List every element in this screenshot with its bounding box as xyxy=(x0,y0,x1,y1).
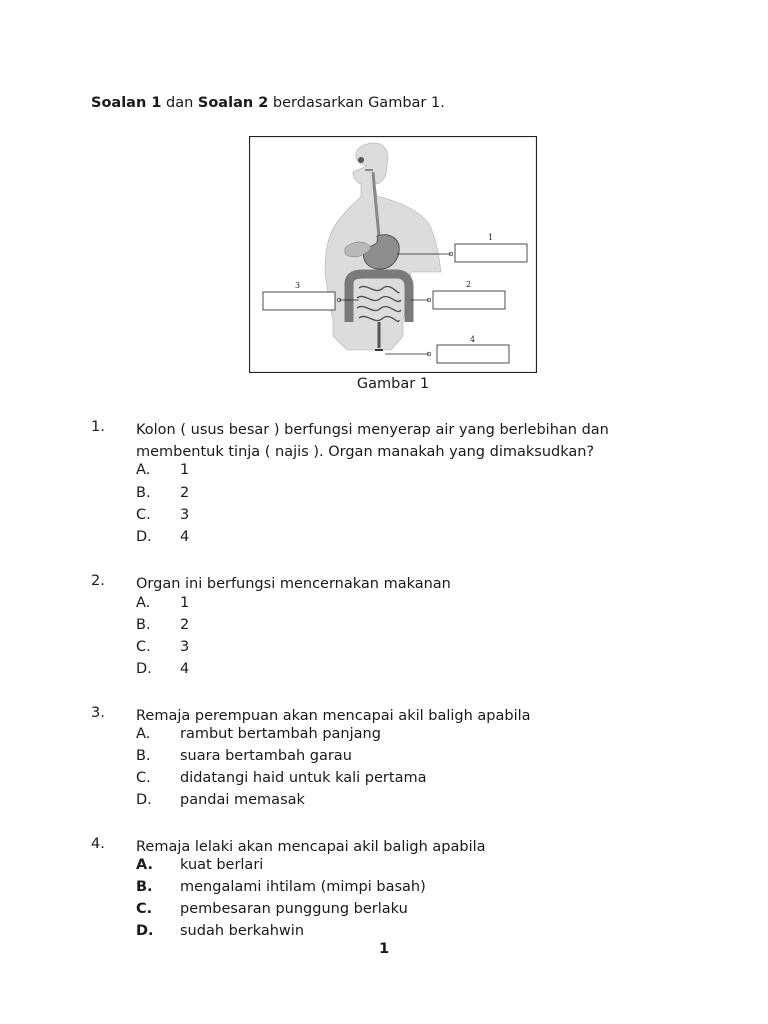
label-2-number: 2 xyxy=(466,280,472,289)
intro-dan: dan xyxy=(161,95,198,111)
question-3-option-c: didatangi haid untuk kali pertama xyxy=(180,770,427,786)
question-2-option-b: 2 xyxy=(180,617,190,633)
question-2-number: 2. xyxy=(91,573,105,589)
question-1-option-b: 2 xyxy=(180,485,190,501)
question-3-option-a-letter: A. xyxy=(136,726,151,742)
label-3-number: 3 xyxy=(295,281,301,290)
question-4-option-c-letter: C. xyxy=(136,901,153,917)
label-3-box xyxy=(263,292,335,310)
question-4-text: Remaja lelaki akan mencapai akil baligh apabila xyxy=(136,839,486,855)
question-2-option-d-letter: D. xyxy=(136,661,152,677)
digestive-system-figure xyxy=(249,136,537,373)
question-1-option-b-letter: B. xyxy=(136,485,151,501)
question-2-option-c-letter: C. xyxy=(136,639,151,655)
question-4-option-c: pembesaran punggung berlaku xyxy=(180,901,408,917)
figure-caption: Gambar 1 xyxy=(356,376,430,392)
question-1-option-c-letter: C. xyxy=(136,507,151,523)
label-1-box xyxy=(455,244,527,262)
question-4-number: 4. xyxy=(91,836,105,852)
digestive-system-diagram xyxy=(249,136,537,373)
label-4-box xyxy=(437,345,509,363)
question-4-option-b: mengalami ihtilam (mimpi basah) xyxy=(180,879,426,895)
question-2-option-a-letter: A. xyxy=(136,595,151,611)
question-4-option-b-letter: B. xyxy=(136,879,153,895)
question-1-option-d-letter: D. xyxy=(136,529,152,545)
question-3-option-b-letter: B. xyxy=(136,748,151,764)
question-3-number: 3. xyxy=(91,705,105,721)
question-2-option-c: 3 xyxy=(180,639,190,655)
question-4-option-d: sudah berkahwin xyxy=(180,923,305,939)
question-1-option-a: 1 xyxy=(180,462,190,478)
question-3-option-d: pandai memasak xyxy=(180,792,305,808)
question-2-text: Organ ini berfungsi mencernakan makanan xyxy=(136,576,451,592)
question-1-number: 1. xyxy=(91,419,105,435)
question-1-text: Kolon ( usus besar ) berfungsi menyerap air yang berlebihan dan membentuk tinja ( najis ). Organ manakah yang dimaksudkan? xyxy=(136,422,609,460)
question-3-option-c-letter: C. xyxy=(136,770,151,786)
intro-rest: berdasarkan Gambar 1. xyxy=(268,95,445,111)
intro-soalan-1: Soalan 1 xyxy=(91,95,162,111)
question-4-option-a: kuat berlari xyxy=(180,857,264,873)
question-3-option-d-letter: D. xyxy=(136,792,152,808)
label-2-box xyxy=(433,291,505,309)
question-4-option-a-letter: A. xyxy=(136,857,153,873)
question-2-option-a: 1 xyxy=(180,595,190,611)
question-3-option-a: rambut bertambah panjang xyxy=(180,726,381,742)
eye xyxy=(358,157,364,163)
question-2-option-b-letter: B. xyxy=(136,617,151,633)
page-number: 1 xyxy=(378,941,390,957)
intro-line xyxy=(91,95,445,111)
question-1-option-d: 4 xyxy=(180,529,190,545)
question-3-option-b: suara bertambah garau xyxy=(180,748,352,764)
question-2-option-d: 4 xyxy=(180,661,190,677)
label-4-number: 4 xyxy=(470,335,476,344)
question-3-text: Remaja perempuan akan mencapai akil baligh apabila xyxy=(136,708,531,724)
intro-soalan-2: Soalan 2 xyxy=(197,95,269,111)
question-4-option-d-letter: D. xyxy=(136,923,154,939)
question-1-option-c: 3 xyxy=(180,507,190,523)
question-1-option-a-letter: A. xyxy=(136,462,151,478)
label-1-number: 1 xyxy=(488,233,494,242)
